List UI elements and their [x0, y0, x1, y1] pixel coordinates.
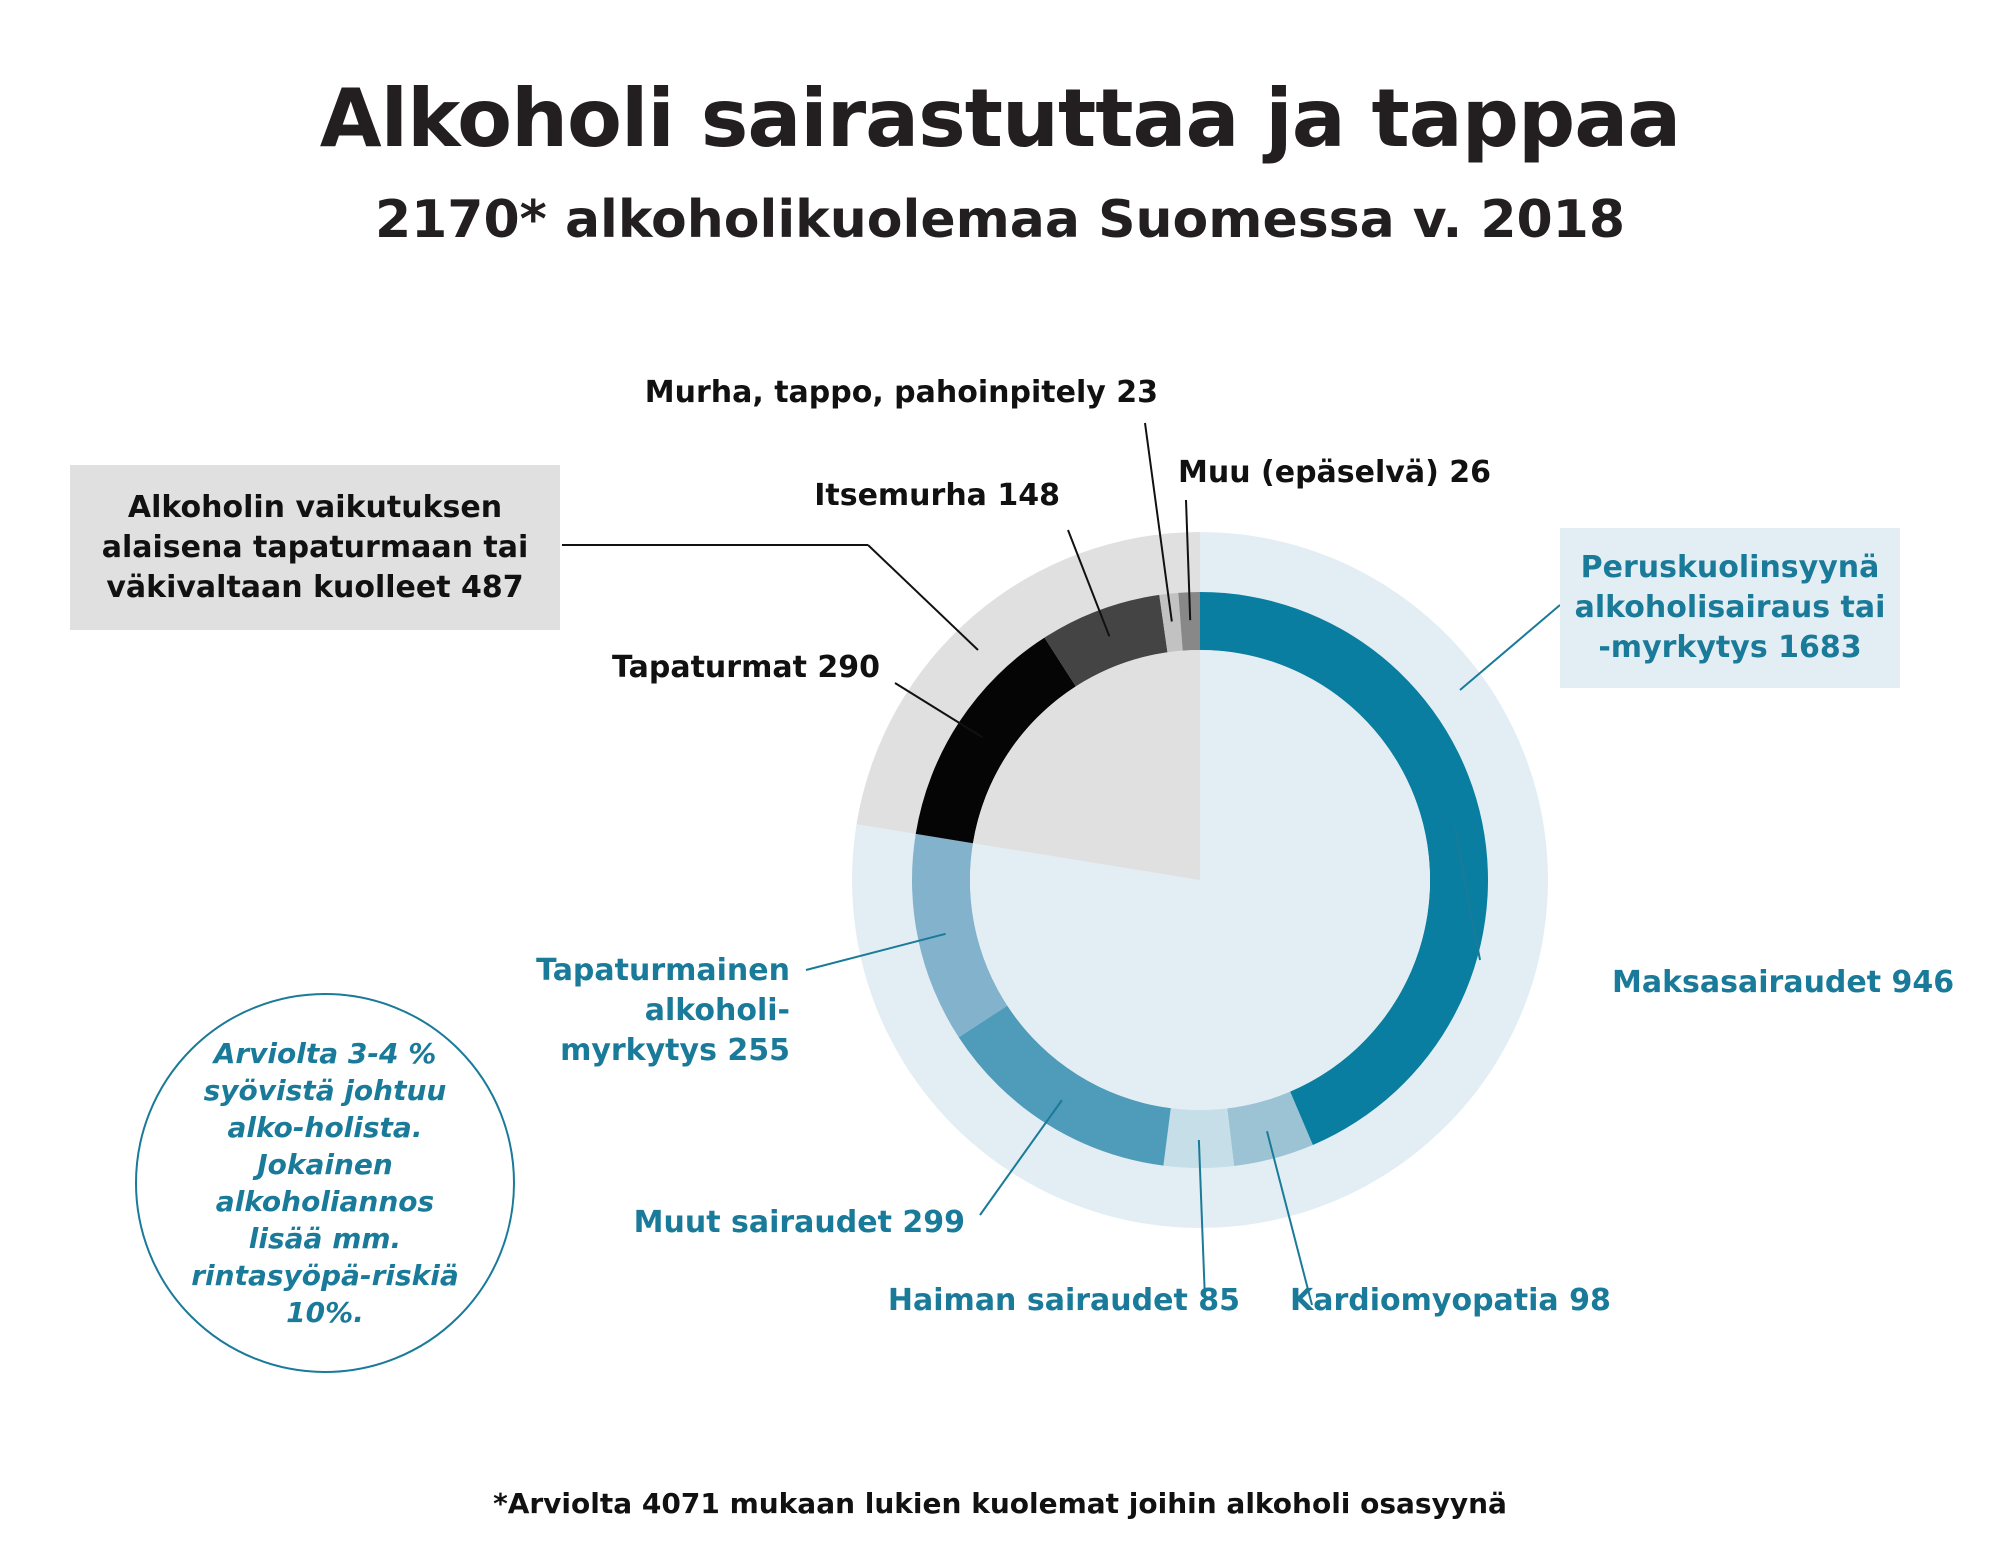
slice-label-7: Murha, tappo, pahoinpitely 23 — [644, 375, 1158, 410]
group-label-accidents-violence-text: Alkoholin vaikutuksen alaisena tapaturmaan tai väkivaltaan kuolleet 487 — [101, 489, 529, 605]
cancer-note-circle — [135, 993, 515, 1373]
slice-label-0: Maksasairaudet 946 — [1612, 965, 1955, 1000]
cancer-note-text: Arviolta 3-4 % syövistä johtuu alko-holista. Jokainen alkoholiannos lisää mm. rintasyöpä-riskiä 10%. — [191, 1037, 459, 1329]
slice-label-2: Haiman sairaudet 85 — [887, 1283, 1240, 1318]
group-label-disease-poisoning-text: Peruskuolinsyynä alkoholisairaus tai -myrkytys 1683 — [1574, 550, 1886, 665]
slice-label-3: Muut sairaudet 299 — [633, 1205, 965, 1240]
slice-label-8: Muu (epäselvä) 26 — [1178, 455, 1491, 490]
group-leader-disease — [1460, 605, 1560, 690]
group-leader-violence-d — [868, 545, 978, 650]
slice-label-1: Kardiomyopatia 98 — [1290, 1283, 1611, 1318]
slice-label-4-line-2: myrkytys 255 — [560, 1033, 790, 1068]
slice-label-4-line-1: alkoholi- — [644, 993, 790, 1028]
center-fill — [970, 650, 1430, 1110]
group-label-disease-poisoning — [1560, 528, 1900, 688]
group-label-accidents-violence — [70, 465, 560, 630]
footnote: *Arviolta 4071 mukaan lukien kuolemat joihin alkoholi osasyynä — [493, 1487, 1507, 1520]
slice-label-6: Itsemurha 148 — [814, 478, 1060, 513]
slice-label-4-line-0: Tapaturmainen — [536, 953, 790, 988]
chart-title: Alkoholi sairastuttaa ja tappaa — [319, 72, 1681, 165]
chart-subtitle: 2170* alkoholikuolemaa Suomessa v. 2018 — [374, 190, 1626, 250]
slice-label-5: Tapaturmat 290 — [612, 650, 880, 685]
